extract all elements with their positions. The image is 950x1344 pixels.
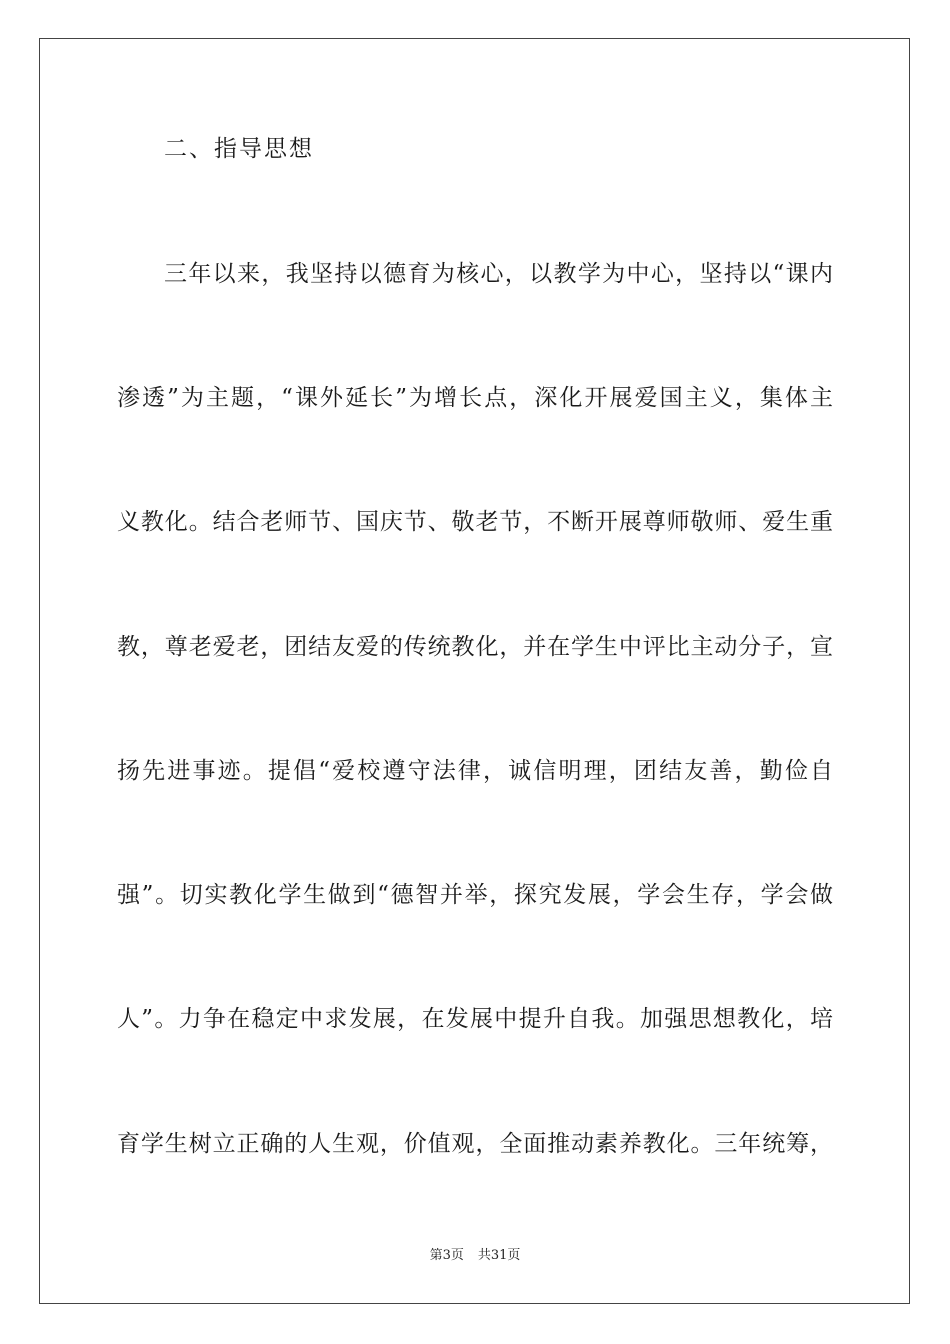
page-border	[39, 38, 910, 1304]
paragraph-line-6: 强”。切实教化学生做到“德智并举，探究发展，学会生存，学会做	[117, 882, 833, 908]
paragraph-line-1: 三年以来，我坚持以德育为核心，以教学为中心，坚持以“课内	[164, 261, 833, 287]
paragraph-line-3: 义教化。结合老师节、国庆节、敬老节，不断开展尊师敬师、爱生重	[117, 509, 833, 535]
paragraph-line-2: 渗透”为主题，“课外延长”为增长点，深化开展爱国主义，集体主	[117, 385, 833, 411]
section-heading: 二、指导思想	[164, 136, 314, 162]
page-footer	[0, 1247, 950, 1265]
paragraph-line-7: 人”。力争在稳定中求发展，在发展中提升自我。加强思想教化，培	[117, 1006, 833, 1032]
paragraph-line-5: 扬先进事迹。提倡“爱校遵守法律，诚信明理，团结友善，勤俭自	[117, 758, 833, 784]
page-total: 共31页	[477, 1248, 521, 1263]
paragraph-line-4: 教，尊老爱老，团结友爱的传统教化，并在学生中评比主动分子，宣	[117, 634, 833, 660]
paragraph-line-8: 育学生树立正确的人生观，价值观，全面推动素养教化。三年统筹，	[117, 1131, 833, 1157]
page-number: 第3页	[429, 1248, 464, 1263]
